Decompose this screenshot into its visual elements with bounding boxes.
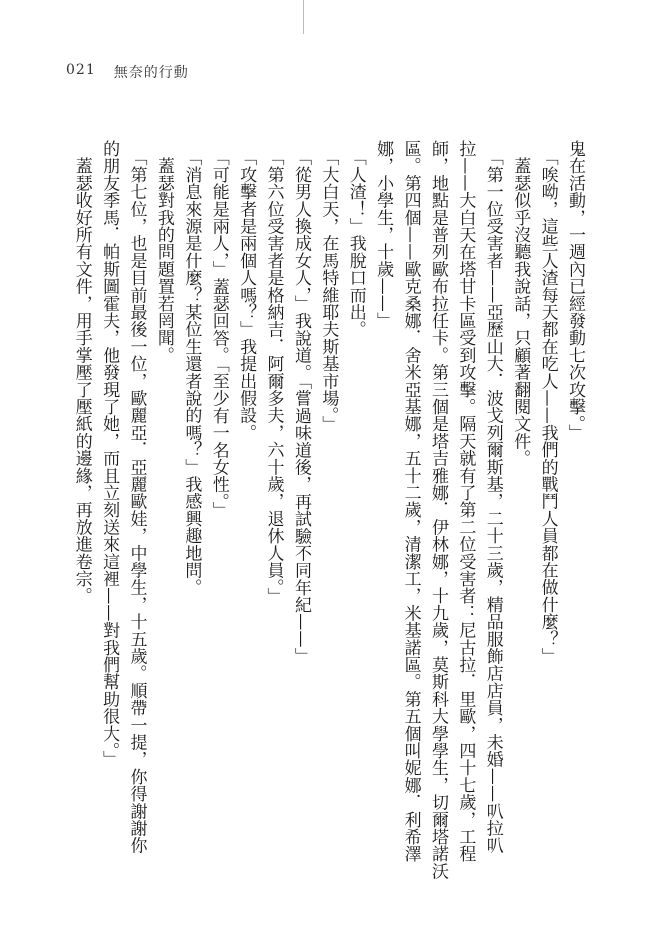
text-line: 「攻擊者是兩個人嗎？」我提出假設。 — [236, 140, 257, 442]
text-line: 「從男人換成女人，」我說道。「嘗過味道後，再試驗不同年紀——」 — [290, 140, 311, 665]
body-text — [71, 140, 588, 900]
text-line: 區。第四個——歐克桑娜．舍米亞基娜，五十二歲，清潔工，米基諾區。第五個叫妮娜．利希澤 — [400, 140, 421, 863]
text-line: 娜，小學生，十歲——」 — [373, 140, 394, 330]
text-line: 「唉呦，這些人渣每天都在吃人——我們的戰鬥人員都在做什麼？」 — [537, 140, 558, 665]
text-line: 「消息來源是什麼？某位生還者說的嗎？」我感興趣地問。 — [181, 140, 202, 596]
text-line: 師，地點是普列歐布拉任卡。第三個是塔吉雅娜．伊林娜，十九歲，莫斯科大學學生，切爾塔諾沃 — [427, 140, 448, 880]
text-line: 「第六位受害者是格納吉．阿爾多夫，六十歲，退休人員。」 — [263, 140, 284, 605]
text-line: 蓋瑟收好所有文件，用手掌壓了壓紙的邊緣，再放進卷宗。 — [71, 140, 92, 605]
text-line: 「可能是兩人，」蓋瑟回答。「至少有一名女性。」 — [208, 140, 229, 519]
text-line: 蓋瑟似乎沒聽我說話，只顧著翻閱文件。 — [510, 140, 531, 467]
text-line: 拉——大白天在塔甘卡區受到攻擊。隔天就有了第二位受害者：尼古拉．里歐，四十七歲，工程 — [455, 140, 476, 863]
text-line: 蓋瑟對我的問題置若罔聞。 — [153, 140, 174, 364]
text-line: 「第一位受害者——亞歷山大．波戈列爾斯基，二十三歲，精品服飾店店員，未婚——叭拉叭 — [482, 140, 503, 854]
running-header — [66, 62, 189, 82]
text-line: 「人渣！」我脫口而出。 — [345, 140, 366, 338]
text-line: 「大白天，在馬特維耶夫斯基市場。」 — [318, 140, 339, 433]
chapter-title: 無奈的行動 — [113, 65, 189, 81]
page-number: 021 — [66, 62, 96, 78]
text-line: 的朋友季馬．帕斯圖霍夫，他發現了她，而且立刻送來這裡——對我們幫助很大。」 — [99, 140, 120, 768]
text-line: 「第七位，也是目前最後一位，歐麗亞．亞麗歐娃，中學生，十五歲。順帶一提，你得謝謝你 — [126, 140, 147, 854]
text-line: 鬼在活動，一週內已經發動七次攻擊。」 — [565, 140, 585, 442]
crop-mark — [303, 0, 304, 34]
